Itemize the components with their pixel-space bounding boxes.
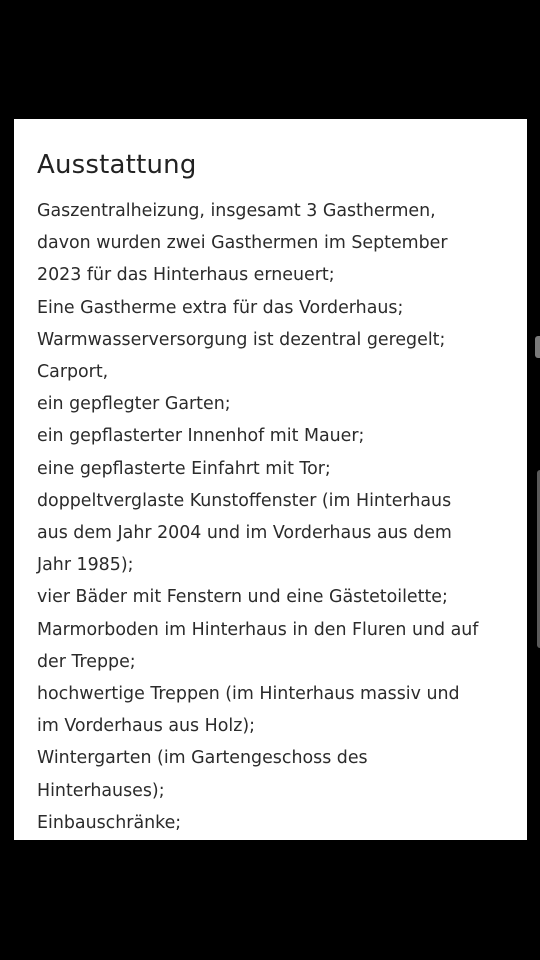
text-line: Einbauschränke; [37,812,182,833]
text-line: Eine Gastherme extra für das Vorderhaus; [37,297,404,318]
text-line: im Vorderhaus aus Holz); [37,716,255,737]
text-line: Marmorboden im Hinterhaus in den Fluren und auf [37,619,479,640]
text-line: davon wurden zwei Gasthermen im September [37,233,448,254]
text-line: eine gepflasterte Einfahrt mit Tor; [37,458,331,479]
text-line: Wintergarten (im Gartengeschoss des [37,748,368,769]
text-line: ein gepflegter Garten; [37,394,231,415]
text-line: Carport, [37,362,109,383]
text-line: Warmwasserversorgung ist dezentral geregelt; [37,329,446,350]
edge-panel-handle[interactable] [535,336,540,358]
section-title: Ausstattung [37,150,197,180]
text-line: Hinterhauses); [37,780,165,801]
text-line: doppeltverglaste Kunstoffenster (im Hinterhaus [37,490,452,511]
text-line: ein gepflasterter Innenhof mit Mauer; [37,426,365,447]
text-line: aus dem Jahr 2004 und im Vorderhaus aus dem [37,523,452,544]
text-line: 2023 für das Hinterhaus erneuert; [37,265,335,286]
features-text [37,195,517,839]
text-line: hochwertige Treppen (im Hinterhaus massiv und [37,684,460,705]
text-line: Gaszentralheizung, insgesamt 3 Gasthermen, [37,201,436,221]
text-line: vier Bäder mit Fenstern und eine Gästetoilette; [37,587,448,608]
text-line: der Treppe; [37,651,136,672]
text-line: Jahr 1985); [37,555,134,576]
content-card [14,119,527,840]
